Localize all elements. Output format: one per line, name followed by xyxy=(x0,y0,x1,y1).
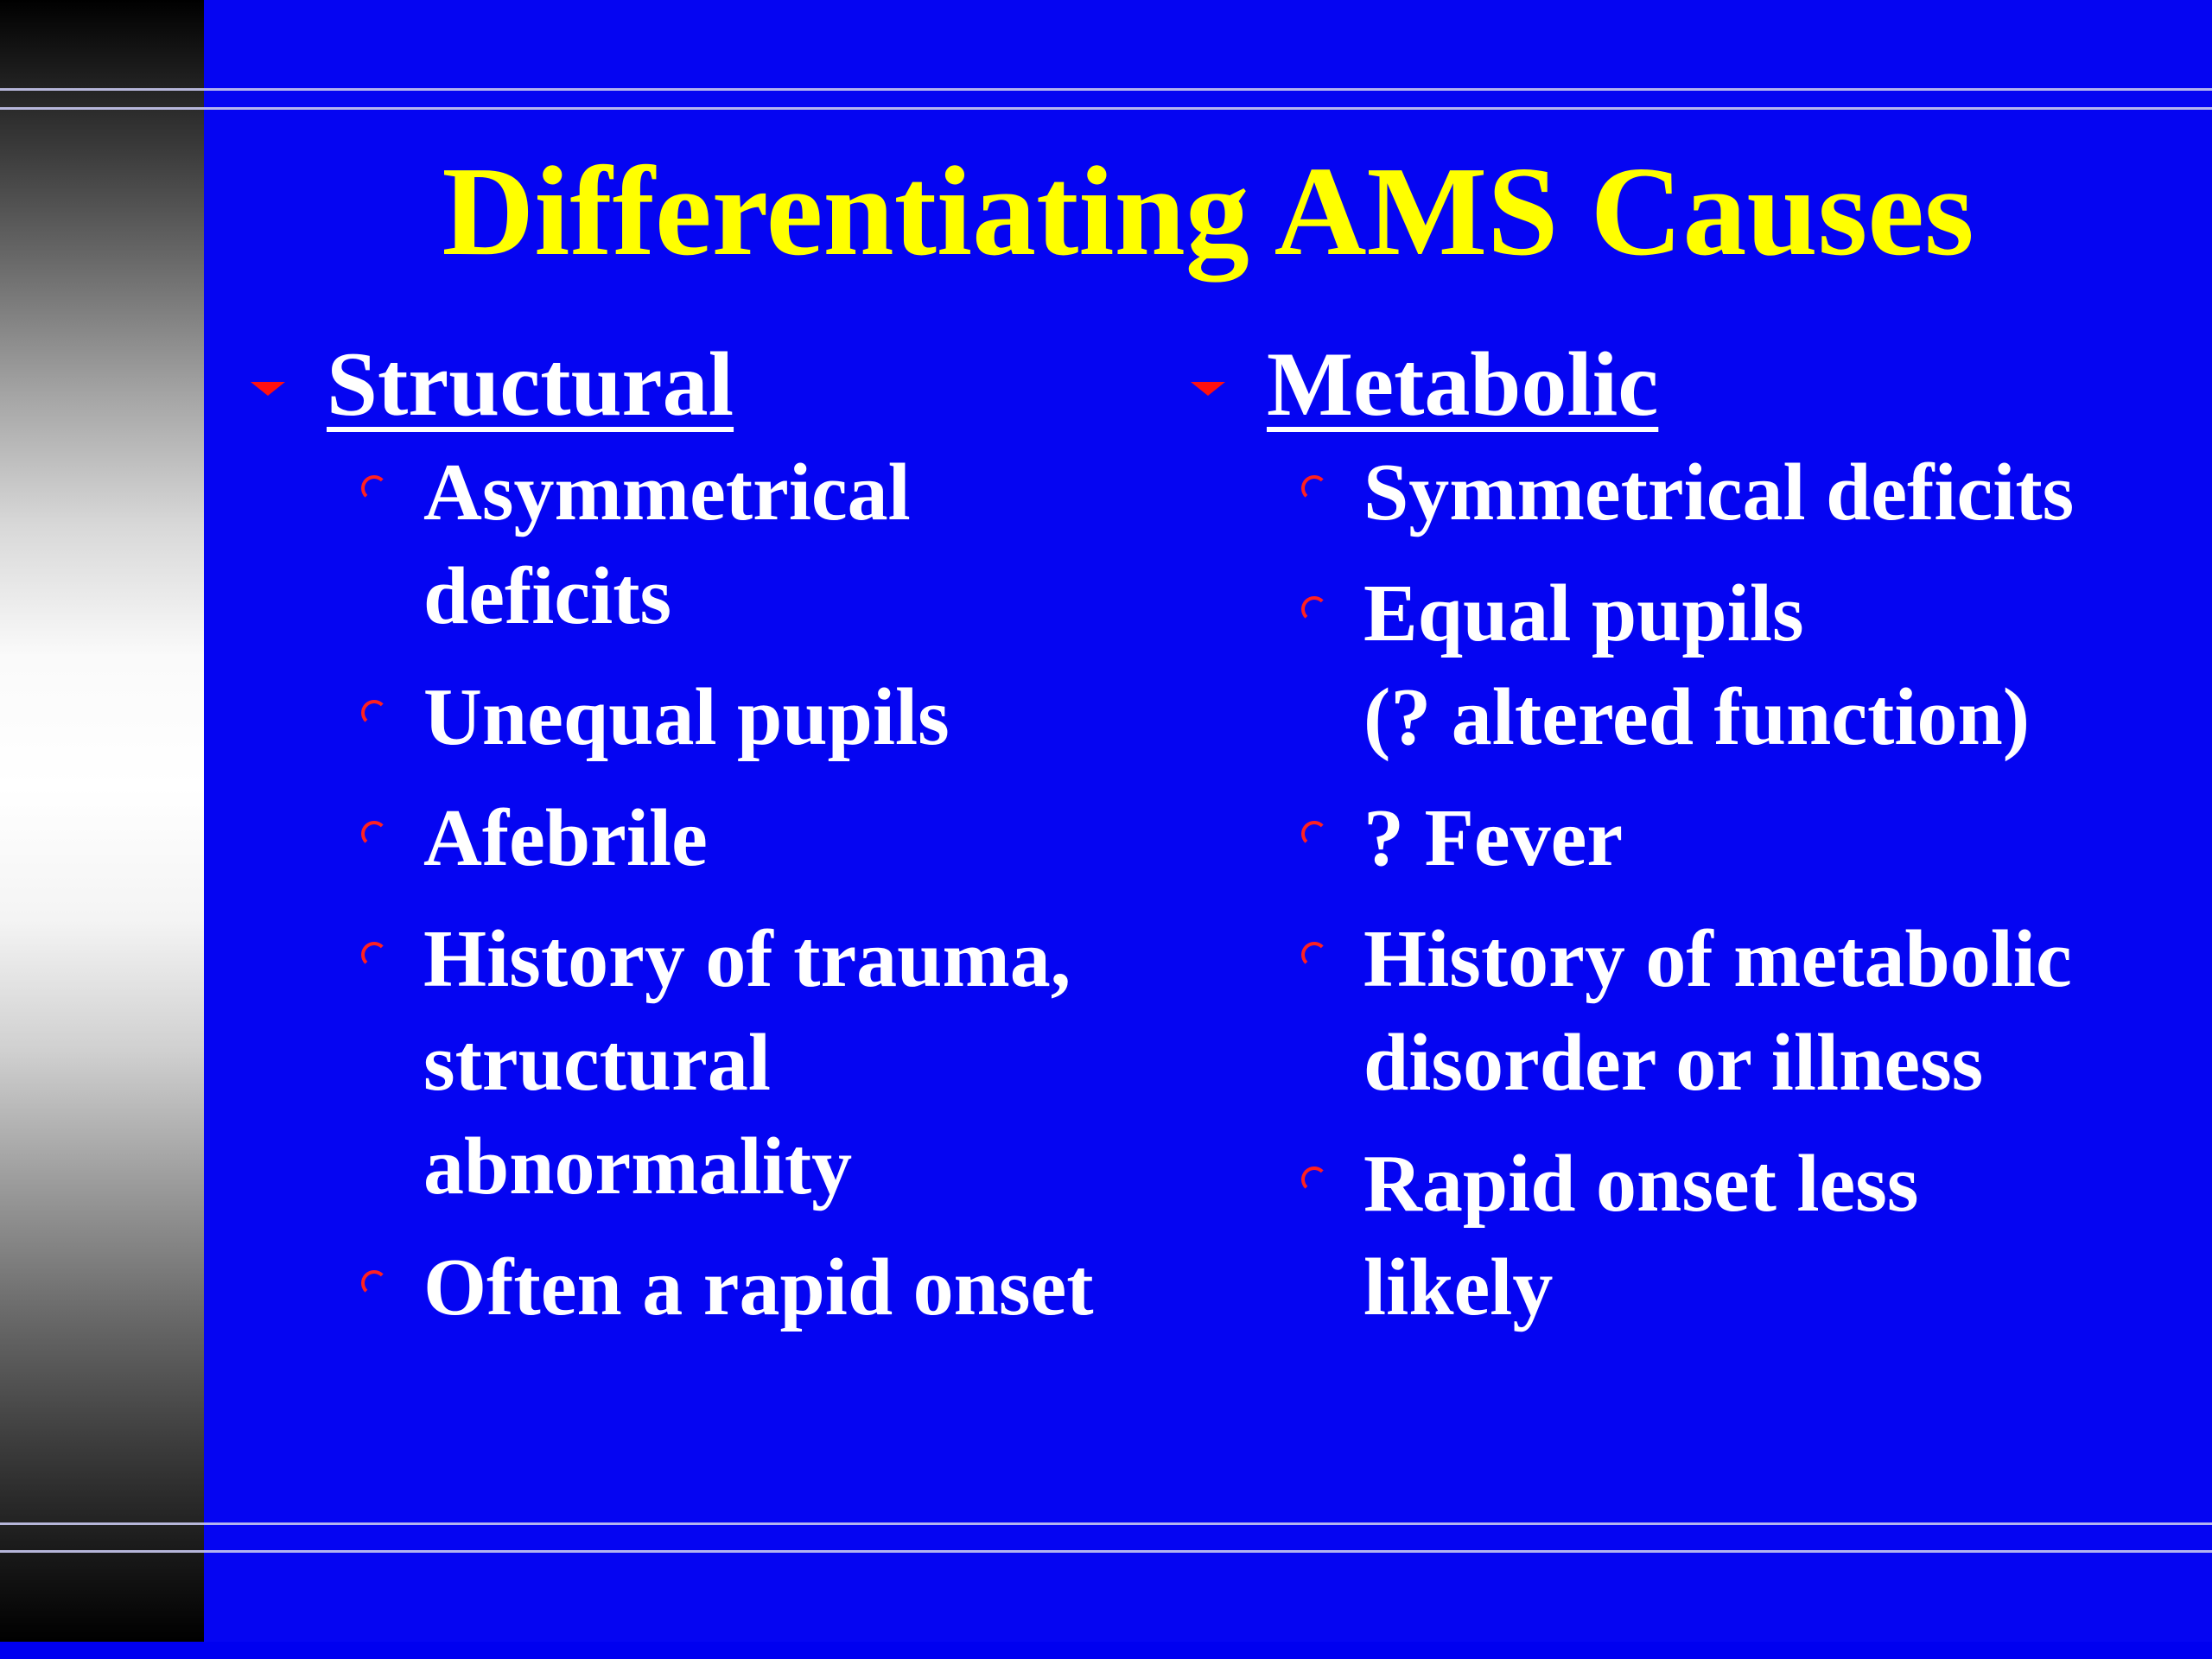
bottom-rule-2 xyxy=(0,1550,2212,1553)
list-item xyxy=(1191,441,2107,544)
gradient-side-bar xyxy=(0,0,204,1642)
metabolic-heading-row xyxy=(1191,328,2107,441)
list-item xyxy=(1191,1132,2107,1339)
metabolic-column xyxy=(1191,328,2107,1357)
item-line: ? Fever xyxy=(1363,793,1624,883)
list-item xyxy=(251,441,1166,648)
top-rule-1 xyxy=(0,88,2212,91)
list-item xyxy=(251,786,1166,890)
red-arc-bullet-icon xyxy=(361,475,387,501)
list-item xyxy=(251,665,1166,769)
red-arc-bullet-icon xyxy=(1301,821,1327,847)
item-line: structural xyxy=(423,1018,772,1108)
item-line: Rapid onset less xyxy=(1363,1139,1919,1229)
red-arc-bullet-icon xyxy=(361,1270,387,1296)
item-line: (? altered function) xyxy=(1363,672,2031,762)
list-item xyxy=(251,907,1166,1218)
red-arc-bullet-icon xyxy=(1301,596,1327,622)
metabolic-heading: Metabolic xyxy=(1267,334,1659,435)
bottom-strip xyxy=(0,1642,2212,1659)
red-triangle-bullet-icon xyxy=(251,382,285,396)
top-rule-2 xyxy=(0,107,2212,110)
item-line: Symmetrical deficits xyxy=(1363,448,2075,537)
item-line: Unequal pupils xyxy=(423,672,950,762)
structural-column xyxy=(251,328,1166,1357)
red-arc-bullet-icon xyxy=(361,821,387,847)
metabolic-list xyxy=(1191,441,2107,1339)
list-item xyxy=(1191,907,2107,1115)
item-line: Often a rapid onset xyxy=(423,1243,1094,1332)
red-arc-bullet-icon xyxy=(1301,475,1327,501)
item-line: abnormality xyxy=(423,1122,853,1211)
item-line: disorder or illness xyxy=(1363,1018,1984,1108)
item-line: likely xyxy=(1363,1243,1554,1332)
slide-title: Differentiating AMS Causes xyxy=(442,141,1974,283)
item-line: History of trauma, xyxy=(423,914,1071,1004)
red-arc-bullet-icon xyxy=(361,700,387,726)
list-item xyxy=(251,1236,1166,1339)
item-line: History of metabolic xyxy=(1363,914,2072,1004)
red-triangle-bullet-icon xyxy=(1191,382,1225,396)
red-arc-bullet-icon xyxy=(361,942,387,968)
structural-list xyxy=(251,441,1166,1339)
item-line: Asymmetrical xyxy=(423,448,911,537)
structural-heading: Structural xyxy=(327,334,734,435)
item-line: Equal pupils xyxy=(1363,569,1804,658)
red-arc-bullet-icon xyxy=(1301,942,1327,968)
red-arc-bullet-icon xyxy=(1301,1166,1327,1192)
list-item xyxy=(1191,562,2107,769)
list-item xyxy=(1191,786,2107,890)
item-line: Afebrile xyxy=(423,793,708,883)
structural-heading-row xyxy=(251,328,1166,441)
bottom-rule-1 xyxy=(0,1522,2212,1525)
item-line: deficits xyxy=(423,551,672,641)
